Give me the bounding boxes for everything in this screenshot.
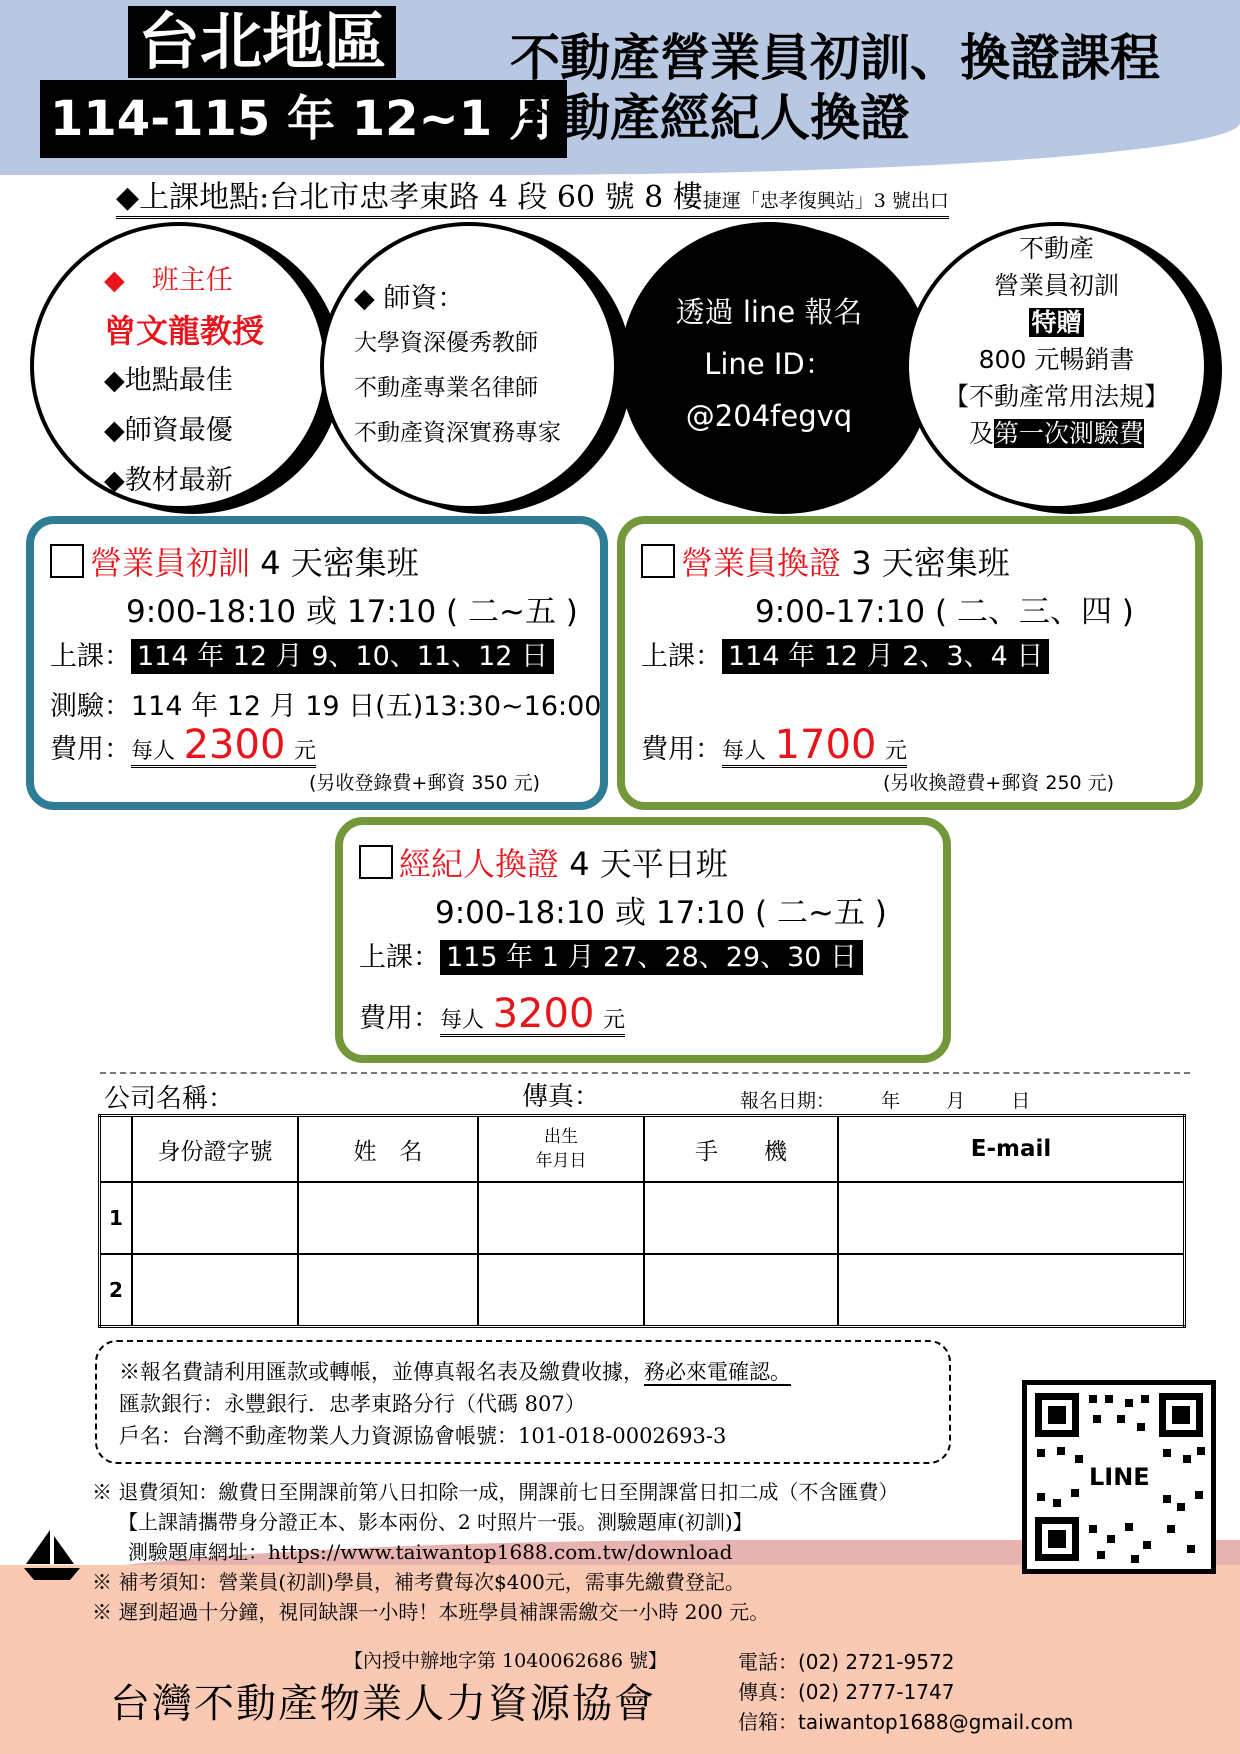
line-qr-code[interactable] (1022, 1380, 1216, 1574)
course-1-fee-unit: 元 (294, 739, 317, 764)
gift-line-4: 800 元暢銷書 (978, 345, 1135, 374)
location-main: ◆上課地點:台北市忠孝東路 4 段 60 號 8 樓 (116, 180, 703, 215)
course-1-class-label: 上課： (50, 641, 131, 672)
feature-faculty: ◆師資最優 (104, 415, 233, 446)
gift-line-5: 【不動產常用法規】 (943, 382, 1169, 411)
signup-date-label: 報名日期： (740, 1090, 836, 1112)
col-email: E-mail (838, 1116, 1185, 1183)
gift-line-6b: 第一次測驗費 (994, 419, 1145, 448)
cell-mobile[interactable] (644, 1254, 838, 1327)
contact-fax: 傳真：(02) 2777-1747 (738, 1680, 955, 1704)
fax-label: 傳真： (522, 1082, 601, 1112)
course-3-name: 經紀人換證 (399, 845, 560, 883)
faculty-heading: ◆ 師資： (354, 283, 465, 314)
course-1-fee-pre: 每人 (131, 739, 176, 764)
course-1-exam-label: 測驗： (50, 691, 131, 722)
col-birthdate-l2: 年月日 (535, 1151, 587, 1171)
course-3-fee: 3200 (492, 991, 595, 1037)
page-title (510, 28, 1160, 148)
course-2-note: (另收換證費+郵資 250 元) (883, 772, 1115, 794)
course-1-note: (另收登錄費+郵資 350 元) (309, 772, 541, 794)
course-2-fee-label: 費用： (641, 734, 722, 765)
question-bank-url[interactable]: 測驗題庫網址：https://www.taiwantop1688.com.tw/download (128, 1540, 733, 1564)
feature-location: ◆地點最佳 (104, 365, 233, 396)
course-3-fee-pre: 每人 (440, 1008, 485, 1033)
course-box-initial-training (26, 516, 608, 810)
course-1-time: 9:00-18:10 或 17:10 ( 二~五 ) (126, 594, 578, 630)
cell-email[interactable] (838, 1182, 1185, 1254)
course-2-fee-unit: 元 (885, 739, 908, 764)
course-3-fee-label: 費用： (359, 1003, 440, 1034)
course-3-class-label: 上課： (359, 942, 440, 973)
cell-birthdate[interactable] (478, 1182, 644, 1254)
course-2-fee-pre: 每人 (722, 739, 767, 764)
feature-materials: ◆教材最新 (104, 465, 233, 496)
payment-line-3: 戶名：台灣不動產物業人力資源協會帳號：101-018-0002693-3 (119, 1424, 727, 1448)
registration-table (98, 1114, 1186, 1328)
license-number: 【內授中辦地字第 1040062686 號】 (344, 1650, 667, 1672)
payment-line-1b: 務必來電確認。 (644, 1360, 791, 1384)
course-1-name: 營業員初訓 (90, 544, 251, 582)
course-box-broker-renewal (335, 817, 951, 1063)
line-id-label: Line ID： (704, 347, 834, 381)
cell-birthdate[interactable] (478, 1254, 644, 1327)
cell-mobile[interactable] (644, 1182, 838, 1254)
faculty-line-2: 不動產專業名律師 (354, 375, 538, 401)
course-1-type: 4 天密集班 (250, 544, 419, 582)
divider (100, 1072, 1190, 1074)
circle-faculty (320, 222, 618, 510)
payment-info-box (95, 1340, 951, 1464)
director-name: 曾文龍教授 (104, 312, 265, 350)
title-line-2: 不動產經紀人換證 (510, 89, 910, 147)
course-2-checkbox[interactable] (641, 544, 675, 578)
course-3-checkbox[interactable] (359, 845, 393, 879)
col-id-number: 身份證字號 (132, 1116, 298, 1183)
gift-badge: 特贈 (1031, 308, 1082, 337)
region-label: 台北地區 (128, 6, 396, 78)
col-index (100, 1116, 133, 1183)
cell-name[interactable] (298, 1182, 478, 1254)
row-index: 2 (100, 1254, 133, 1327)
col-birthdate-l1: 出生 (544, 1127, 578, 1147)
course-2-time: 9:00-17:10 ( 二、三、四 ) (755, 594, 1134, 630)
col-mobile: 手 機 (644, 1116, 838, 1183)
course-3-fee-unit: 元 (603, 1008, 626, 1033)
circle-line-signup (620, 222, 918, 510)
course-2-name: 營業員換證 (681, 544, 842, 582)
cell-id-number[interactable] (132, 1254, 298, 1327)
contact-phone: 電話：(02) 2721-9572 (738, 1650, 955, 1674)
col-name: 姓 名 (298, 1116, 478, 1183)
location-transit: 捷運「忠孝復興站」3 號出口 (702, 190, 949, 212)
table-row (100, 1182, 1185, 1254)
course-3-type: 4 天平日班 (559, 845, 728, 883)
qr-label: LINE (1089, 1463, 1150, 1491)
course-1-exam: 114 年 12 月 19 日(五)13:30~16:00 (131, 691, 602, 722)
course-2-class-dates: 114 年 12 月 2、3、4 日 (722, 639, 1049, 674)
circle-director (30, 222, 328, 510)
gift-line-2: 營業員初訓 (993, 271, 1119, 300)
course-2-type: 3 天密集班 (841, 544, 1010, 582)
signup-date (740, 1086, 1030, 1113)
payment-line-2: 匯款銀行：永豐銀行．忠孝東路分行（代碼 807） (119, 1392, 586, 1416)
row-index: 1 (100, 1182, 133, 1254)
cell-name[interactable] (298, 1254, 478, 1327)
signup-date-day: 日 (1011, 1090, 1031, 1112)
company-name-label: 公司名稱： (104, 1084, 235, 1114)
line-id-value: @204fegvq (685, 399, 853, 433)
course-1-fee-label: 費用： (50, 734, 131, 765)
line-signup-text: 透過 line 報名 (675, 295, 863, 329)
title-line-1: 不動產營業員初訓、換證課程 (510, 29, 1160, 87)
faculty-line-1: 大學資深優秀教師 (354, 330, 538, 356)
circle-gift (905, 222, 1208, 510)
refund-note: ※ 退費須知：繳費日至開課前第八日扣除一成，開課前七日至開課當日扣二成（不含匯費） (92, 1480, 899, 1504)
cell-email[interactable] (838, 1254, 1185, 1327)
table-header-row (100, 1116, 1185, 1183)
bring-documents-note: 【上課請攜帶身分證正本、影本兩份、2 吋照片一張。測驗題庫(初訓)】 (118, 1510, 753, 1534)
course-1-class-dates: 114 年 12 月 9、10、11、12 日 (131, 639, 554, 674)
payment-line-1a: ※報名費請利用匯款或轉帳，並傳真報名表及繳費收據， (119, 1360, 644, 1384)
organization-name: 台灣不動產物業人力資源協會 (110, 1681, 656, 1727)
course-3-time: 9:00-18:10 或 17:10 ( 二~五 ) (435, 895, 887, 931)
col-birthdate (478, 1116, 644, 1183)
director-heading: ◆ 班主任 (104, 265, 233, 296)
signup-date-year: 年 (881, 1090, 901, 1112)
course-2-fee: 1700 (774, 722, 877, 768)
class-location (116, 172, 949, 219)
sailboat-icon (22, 1528, 82, 1584)
cell-id-number[interactable] (132, 1182, 298, 1254)
course-3-class-dates: 115 年 1 月 27、28、29、30 日 (440, 940, 863, 975)
signup-date-month: 月 (946, 1090, 966, 1112)
table-row (100, 1254, 1185, 1327)
makeup-exam-note: ※ 補考須知：營業員(初訓)學員，補考費每次$400元，需事先繳費登記。 (92, 1570, 745, 1594)
years-label: 114-115 年 12~1 月 (40, 80, 567, 158)
course-1-checkbox[interactable] (50, 544, 84, 578)
late-note: ※ 遲到超過十分鐘，視同缺課一小時！本班學員補課需繳交一小時 200 元。 (92, 1600, 770, 1624)
contact-email[interactable]: 信箱：taiwantop1688@gmail.com (738, 1710, 1074, 1734)
gift-line-1: 不動產 (1018, 234, 1094, 263)
course-2-class-label: 上課： (641, 641, 722, 672)
gift-line-6a: 及 (968, 419, 994, 448)
faculty-line-3: 不動產資深實務專家 (354, 420, 561, 446)
course-1-fee: 2300 (183, 722, 286, 768)
course-box-renewal (617, 516, 1203, 810)
